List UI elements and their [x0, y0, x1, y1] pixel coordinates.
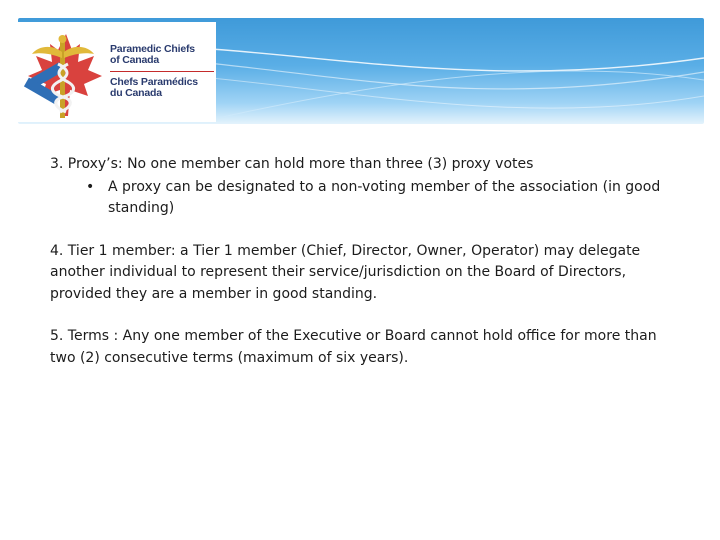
logo-divider [110, 71, 214, 72]
organization-logo [18, 22, 216, 122]
proxy-bullet [50, 177, 680, 220]
item-tier1-member: 4. Tier 1 member: a Tier 1 member (Chief, Director, Owner, Operator) may delegate another individual to represent their service/jurisdiction on the Board of Directors, provided they are a member in good standing. [50, 242, 641, 302]
bullet-icon: • [86, 178, 95, 195]
proxy-bullet-text: A proxy can be designated to a non-voting member of the association (in good standing) [108, 178, 661, 216]
logo-line-english-2: of Canada [110, 54, 159, 66]
logo-line-french-1: Chefs Paramédics [110, 76, 198, 88]
logo-line-english-1: Paramedic Chiefs [110, 43, 195, 55]
logo-text [110, 44, 214, 99]
item-proxies: 3. Proxy’s: No one member can hold more than three (3) proxy votes [50, 156, 534, 172]
caduceus-maple-leaf-icon [22, 30, 104, 122]
item-terms: 5. Terms : Any one member of the Executive or Board cannot hold office for more than two (2) consecutive terms (maximum of six years). [50, 328, 657, 366]
slide-content [50, 154, 680, 369]
logo-line-french-2: du Canada [110, 87, 162, 99]
